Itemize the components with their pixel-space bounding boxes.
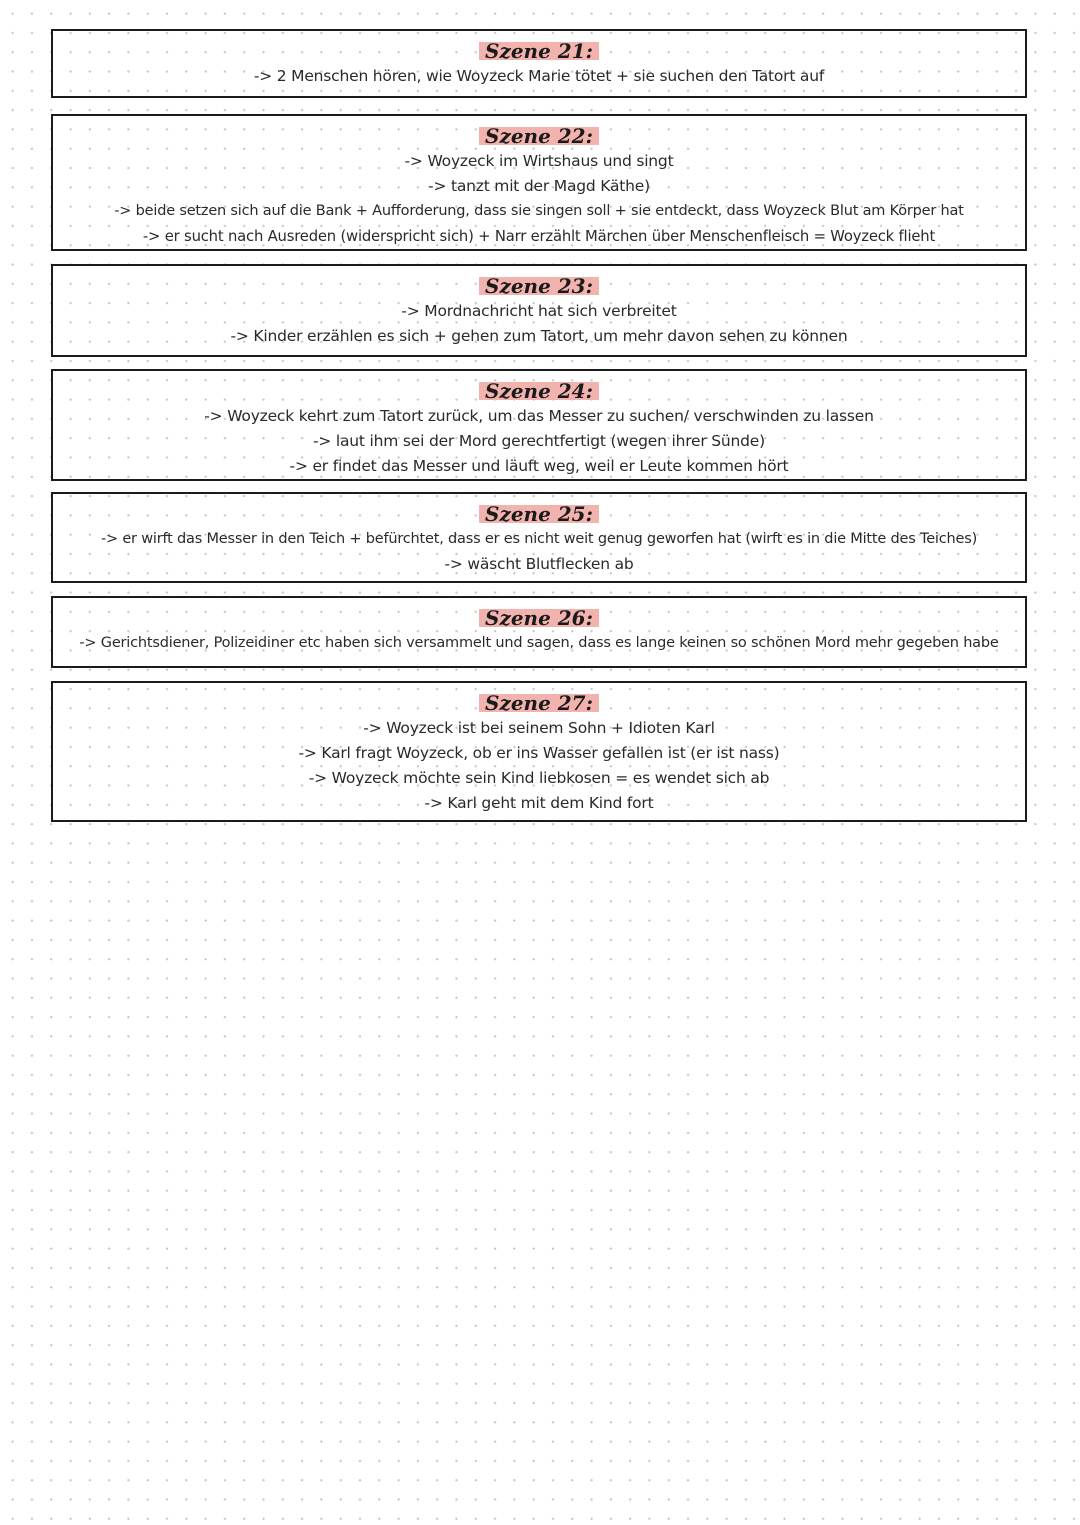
scene-21-line-1: -> 2 Menschen hören, wie Woyzeck Marie tötet + sie suchen den Tatort auf — [253, 67, 825, 85]
scene-27-line-4: -> Karl geht mit dem Kind fort — [424, 794, 654, 812]
scene-23-title: Szene 23: — [53, 274, 1025, 298]
scene-27-line-2: -> Karl fragt Woyzeck, ob er ins Wasser gefallen ist (er ist nass) — [298, 744, 780, 762]
scene-25-box — [51, 492, 1027, 583]
scene-26-box — [51, 596, 1027, 668]
scene-25-title: Szene 25: — [53, 502, 1025, 526]
scene-23-line-1: -> Mordnachricht hat sich verbreitet — [401, 302, 677, 320]
scene-27-title: Szene 27: — [53, 691, 1025, 715]
scene-22-line-4: -> er sucht nach Ausreden (widerspricht sich) + Narr erzählt Märchen über Menschenfleisch = Woyzeck flieht — [142, 228, 936, 245]
scene-22-line-1: -> Woyzeck im Wirtshaus und singt — [404, 152, 674, 170]
scene-24-box — [51, 369, 1027, 481]
scene-24-title: Szene 24: — [53, 379, 1025, 403]
scene-21-title: Szene 21: — [53, 39, 1025, 63]
scene-25-line-1: -> er wirft das Messer in den Teich + befürchtet, dass er es nicht weit genug geworfen hat (wirft es in die Mitte des Teiches) — [100, 531, 978, 547]
scene-21-box — [51, 29, 1027, 98]
scene-22-line-3: -> beide setzen sich auf die Bank + Aufforderung, dass sie singen soll + sie entdeckt, dass Woyzeck Blut am Körper hat — [114, 203, 964, 219]
scene-27-line-3: -> Woyzeck möchte sein Kind liebkosen = es wendet sich ab — [308, 769, 770, 787]
scene-24-line-3: -> er findet das Messer und läuft weg, weil er Leute kommen hört — [289, 457, 789, 475]
scene-26-line-1: -> Gerichtsdiener, Polizeidiner etc haben sich versammelt und sagen, dass es lange keinen so schönen Mord mehr gegeben habe — [79, 635, 999, 651]
scene-22-title: Szene 22: — [53, 124, 1025, 148]
scene-23-line-2: -> Kinder erzählen es sich + gehen zum Tatort, um mehr davon sehen zu können — [230, 327, 848, 345]
scene-22-line-2: -> tanzt mit der Magd Käthe) — [428, 177, 650, 195]
scene-24-line-1: -> Woyzeck kehrt zum Tatort zurück, um das Messer zu suchen/ verschwinden zu lassen — [204, 407, 874, 425]
scene-23-box — [51, 264, 1027, 357]
scene-25-line-2: -> wäscht Blutflecken ab — [444, 555, 634, 573]
scene-26-title: Szene 26: — [53, 606, 1025, 630]
scene-24-line-2: -> laut ihm sei der Mord gerechtfertigt (wegen ihrer Sünde) — [313, 432, 765, 450]
scene-27-line-1: -> Woyzeck ist bei seinem Sohn + Idioten Karl — [363, 719, 715, 737]
scene-27-box — [51, 681, 1027, 822]
scene-22-box — [51, 114, 1027, 251]
